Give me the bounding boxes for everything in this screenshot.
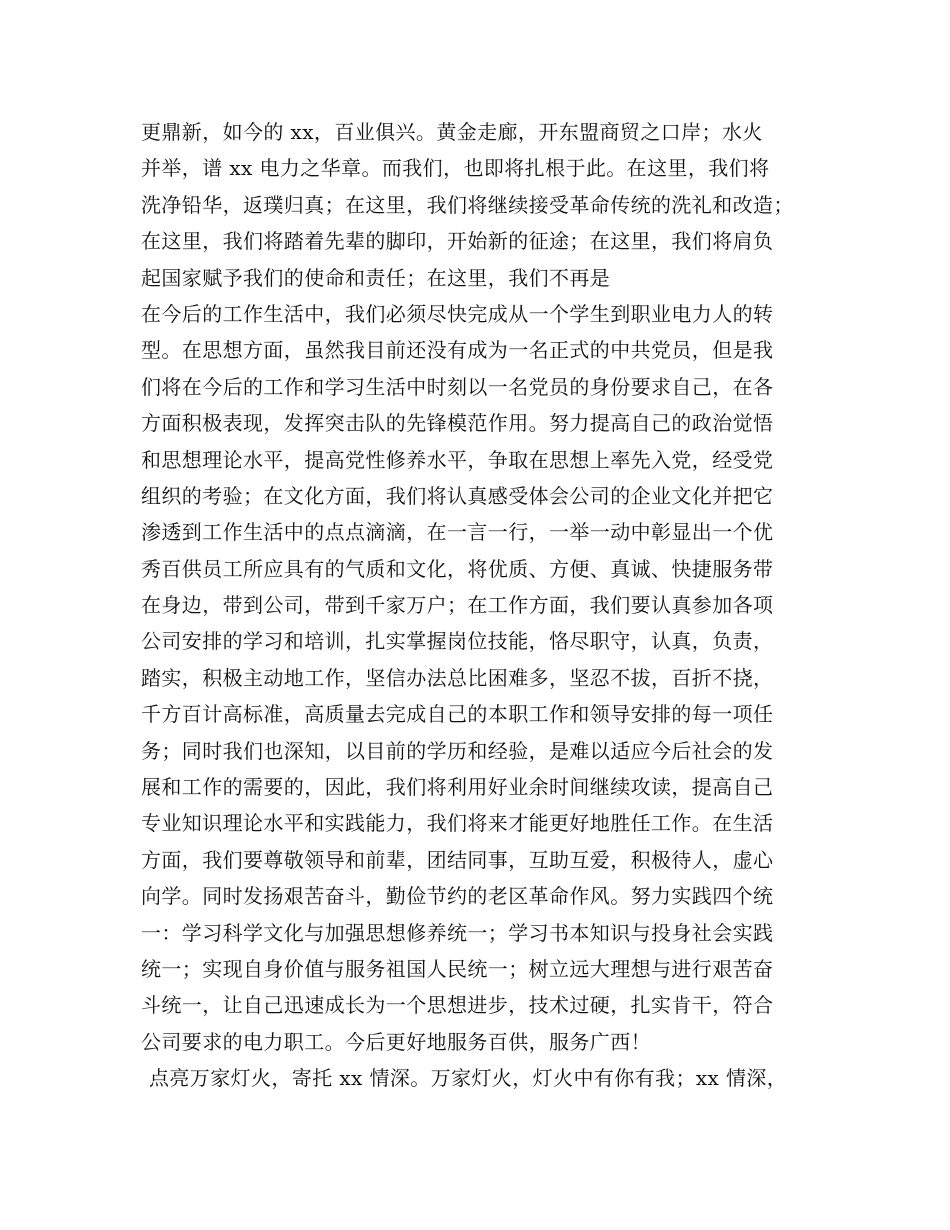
text-line: 踏实，积极主动地工作，坚信办法总比困难多，坚忍不拔，百折不挠， [141,665,774,690]
text-line: 起国家赋予我们的使命和责任；在这里，我们不再是 [141,265,611,290]
text-line: 千方百计高标准，高质量去完成自己的本职工作和领导安排的每一项任 [141,702,774,727]
text-line: 点亮万家灯火，寄托 xx 情深。万家灯火，灯火中有你有我；xx 情深， [149,1066,788,1091]
text-line: 公司安排的学习和培训，扎实掌握岗位技能，恪尽职守，认真，负责， [141,629,774,654]
text-line: 在今后的工作生活中，我们必须尽快完成从一个学生到职业电力人的转 [141,301,774,326]
text-line: 秀百供员工所应具有的气质和文化，将优质、方便、真诚、快捷服务带 [141,556,774,581]
text-line: 专业知识理论水平和实践能力，我们将来才能更好地胜任工作。在生活 [141,811,774,836]
text-line: 方面积极表现，发挥突击队的先锋模范作用。努力提高自己的政治觉悟 [141,411,774,436]
text-line: 展和工作的需要的，因此，我们将利用好业余时间继续攻读，提高自己 [141,775,774,800]
text-line: 方面，我们要尊敬领导和前辈，团结同事，互助互爱，积极待人，虚心 [141,847,774,872]
text-line: 在身边，带到公司，带到千家万户；在工作方面，我们要认真参加各项 [141,593,774,618]
text-line: 型。在思想方面，虽然我目前还没有成为一名正式的中共党员，但是我 [141,338,774,363]
text-line: 向学。同时发扬艰苦奋斗，勤俭节约的老区革命作风。努力实践四个统 [141,884,774,909]
text-line: 统一；实现自身价值与服务祖国人民统一；树立远大理想与进行艰苦奋 [141,956,774,981]
text-line: 渗透到工作生活中的点点滴滴，在一言一行，一举一动中彰显出一个优 [141,520,774,545]
text-line: 们将在今后的工作和学习生活中时刻以一名党员的身份要求自己，在各 [141,374,774,399]
document-body [141,114,831,1097]
text-line: 并举，谱 xx 电力之华章。而我们，也即将扎根于此。在这里，我们将 [141,156,770,181]
text-line: 务；同时我们也深知，以目前的学历和经验，是难以适应今后社会的发 [141,738,774,763]
text-line: 洗净铅华，返璞归真；在这里，我们将继续接受革命传统的洗礼和改造； [141,192,794,217]
text-line: 在这里，我们将踏着先辈的脚印，开始新的征途；在这里，我们将肩负 [141,229,774,254]
text-line: 和思想理论水平，提高党性修养水平，争取在思想上率先入党，经受党 [141,447,774,472]
text-line: 组织的考验；在文化方面，我们将认真感受体会公司的企业文化并把它 [141,483,774,508]
text-line: 公司要求的电力职工。今后更好地服务百供，服务广西！ [141,1029,651,1054]
text-line: 斗统一，让自己迅速成长为一个思想进步，技术过硬，扎实肯干，符合 [141,993,774,1018]
text-line: 一：学习科学文化与加强思想修养统一；学习书本知识与投身社会实践 [141,920,774,945]
text-line: 更鼎新，如今的 xx，百业俱兴。黄金走廊，开东盟商贸之口岸；水火 [141,120,763,144]
